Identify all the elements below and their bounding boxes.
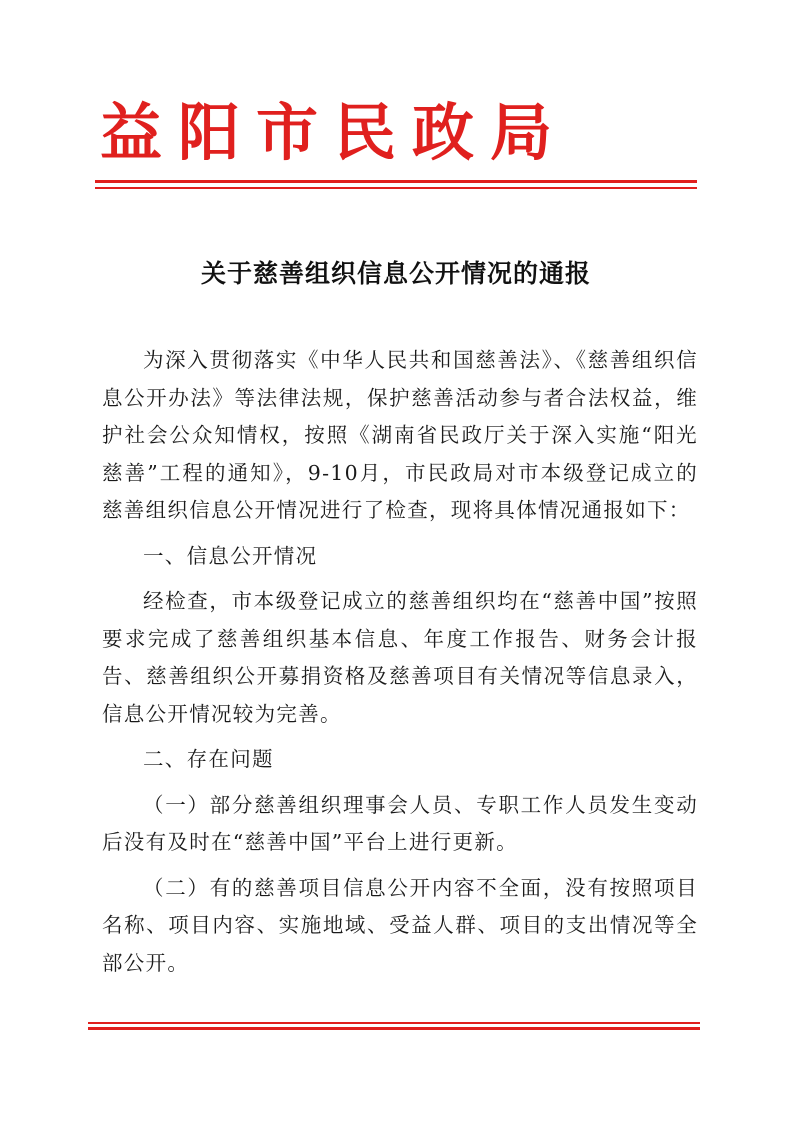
footer-divider-thin (88, 1022, 700, 1024)
letterhead-org-name: 益阳市民政局 (100, 96, 569, 169)
issue-item-2: （二）有的慈善项目信息公开内容不全面，没有按照项目名称、项目内容、实施地域、受益人群、项目的支出情况等全部公开。 (102, 875, 698, 975)
letterhead-divider-thin (95, 187, 697, 189)
section-body-disclosure: 经检查，市本级登记成立的慈善组织均在“慈善中国”按照要求完成了慈善组织基本信息、年度工作报告、财务会计报告、慈善组织公开募捐资格及慈善项目有关情况等信息录入，信息公开情况较为完善。 (102, 589, 698, 726)
footer-divider-thick (88, 1027, 700, 1030)
letterhead-divider-thick (95, 180, 697, 183)
issue-item-1: （一）部分慈善组织理事会人员、专职工作人员发生变动后没有及时在“慈善中国”平台上进行更新。 (102, 792, 698, 854)
document-title: 关于慈善组织信息公开情况的通报 (200, 259, 591, 288)
intro-paragraph: 为深入贯彻落实《中华人民共和国慈善法》、《慈善组织信息公开办法》等法律法规，保护慈善活动参与者合法权益，维护社会公众知情权，按照《湖南省民政厅关于深入实施“阳光慈善”工程的通知》，9-10月，市民政局对市本级登记成立的慈善组织信息公开情况进行了检查，现将具体情况通报如下： (102, 348, 698, 522)
document-body (102, 342, 698, 982)
section-heading-issues: 二、存在问题 (143, 747, 274, 771)
section-heading-disclosure: 一、信息公开情况 (143, 543, 318, 568)
